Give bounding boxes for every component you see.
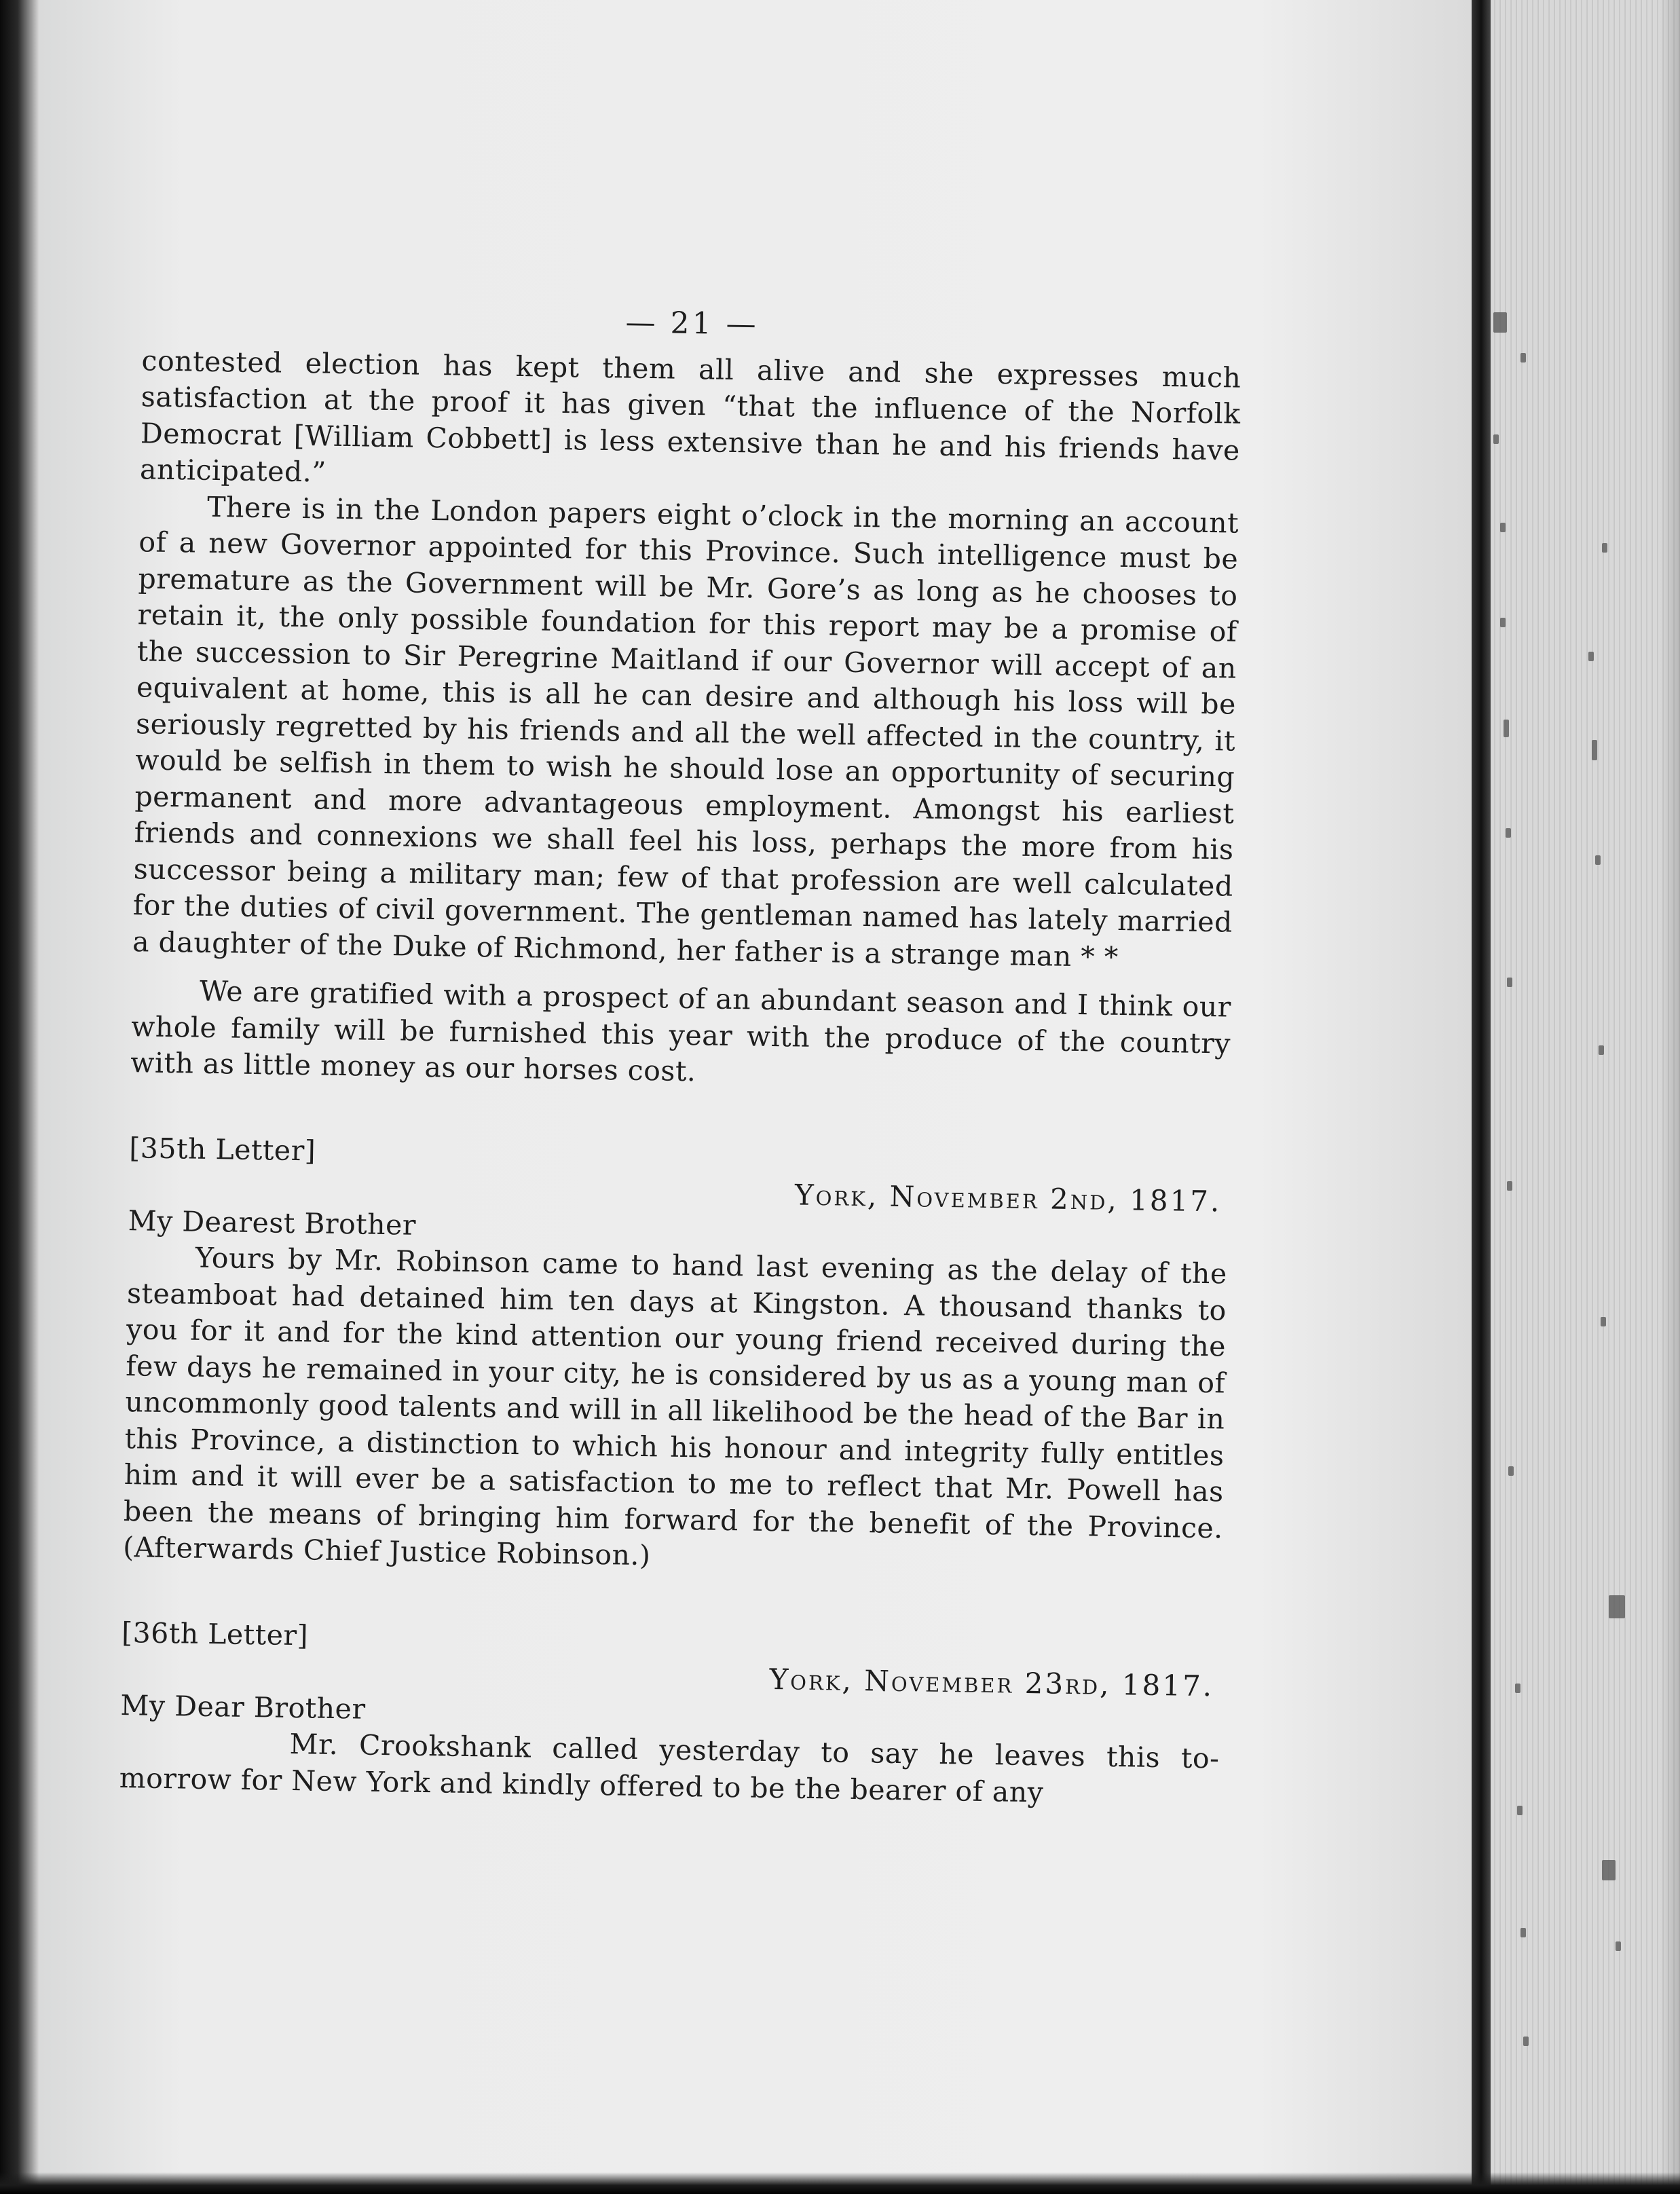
scan-bottom-edge: [0, 2172, 1680, 2194]
paragraph: We are gratified with a prospect of an abundant season and I think our whole family will be furnished this year with the produce of the country with as little money as our horses cost.: [130, 974, 1232, 1088]
letter-body: Mr. Crookshank called yesterday to say he leaves this to-morrow for New York and kindly offered to be the bearer of any: [119, 1727, 1220, 1808]
page-number: — 21 —: [625, 305, 759, 342]
letter-salutation: My Dear Brother: [120, 1688, 366, 1726]
bleed-through-marks: [1453, 299, 1656, 2064]
letter-dateline: York, November 2nd, 1817.: [794, 1178, 1222, 1219]
letter-salutation: My Dearest Brother: [128, 1204, 417, 1242]
page-text: [119, 297, 1242, 1813]
letter-dateline: York, November 23rd, 1817.: [769, 1662, 1214, 1703]
letter-heading: [35th Letter]: [129, 1131, 316, 1167]
paragraph: contested election has kept them all alive and she expresses much satisfaction at the proof it has given “that the influence of the Norfolk Democrat [William Cobbett] is less extensive than he and his friends have anticipated.”: [139, 343, 1242, 489]
paragraph: There is in the London papers eight o’clock in the morning an account of a new Governor appointed for this Province. Such intelligence must be premature as the Government will be Mr. Gore’s as long as he chooses to retain it, the only possible foundation for this report may be a promise of the succession to Sir Peregrine Maitland if our Governor will accept of an equivalent at home, this is all he can desire and although his loss will be seriously regretted by his friends and all the well affected in the country, it would be selfish in them to wish he should lose an opportunity of securing permanent and more advantageous employment. Amongst his earliest friends and connexions we shall feel his loss, perhaps the more from his successor being a military man; few of that profession are well calculated for the duties of civil government. The gentleman named has lately married a daughter of the Duke of Richmond, her father is a strange man * *: [132, 490, 1239, 973]
book-spine-shadow: [0, 0, 39, 2194]
letter-heading: [36th Letter]: [121, 1616, 309, 1652]
letter-body: Yours by Mr. Robinson came to hand last evening as the delay of the steamboat had detained him ten days at Kingston. A thousand thanks to you for it and for the kind attention our young friend received during the few days he remained in your city, he is considered by us as a young man of uncommonly good talents and will in all likelihood be the head of the Bar in this Province, a distinction to which his honour and integrity fully entitles him and it will ever be a satisfaction to me to reflect that Mr. Powell has been the means of bringing him forward for the benefit of the Province. (Afterwards Chief Justice Robinson.): [122, 1241, 1228, 1572]
